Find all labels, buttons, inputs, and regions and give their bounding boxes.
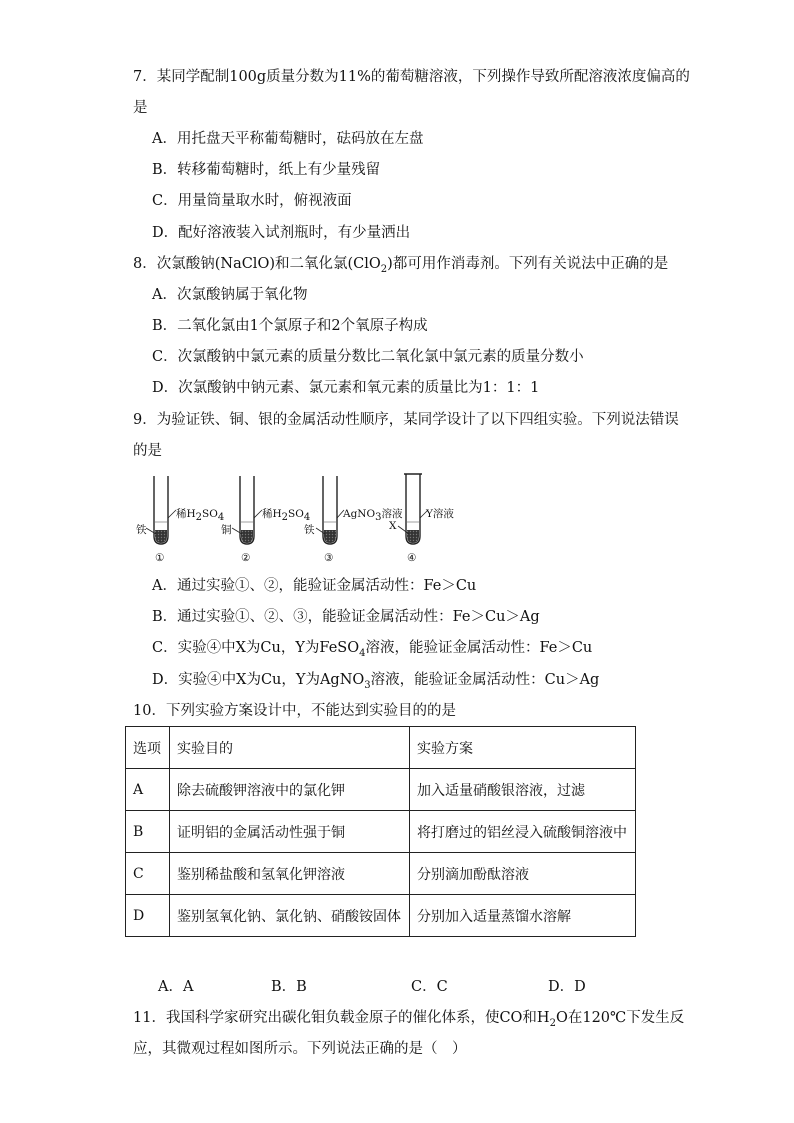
q10-answer-a: A．A: [158, 979, 194, 995]
q9-stem-line2: 的是: [133, 443, 162, 459]
q8-option-c: C．次氯酸钠中氯元素的质量分数比二氧化氯中氯元素的质量分数小: [152, 349, 584, 365]
q7-option-a: A．用托盘天平称葡萄糖时，砝码放在左盘: [152, 131, 424, 147]
q8-stem-part1: 8．次氯酸钠(NaClO)和二氧化氯(ClO: [133, 256, 381, 272]
q7-stem-line2: 是: [133, 100, 148, 116]
q8-option-b: B．二氧化氯由1个氯原子和2个氧原子构成: [152, 318, 428, 334]
q11-stem-line1: 11．我国科学家研究出碳化钼负载金原子的催化体系，使CO和$H_2O$在120℃下发生反: [133, 1010, 685, 1029]
table-header-row: [126, 727, 636, 769]
tube-3-metal-label: 铁: [304, 524, 315, 536]
table-row: [126, 895, 636, 937]
table-row: [126, 769, 636, 811]
table-row: [126, 811, 636, 853]
table-cell: 将打磨过的铝丝浸入硫酸铜溶液中: [410, 811, 636, 853]
q9-option-d: D．实验④中X为Cu，Y为AgNO$_3$溶液，能验证金属活动性：Cu＞Ag: [152, 672, 600, 691]
q8-option-d: D．次氯酸钠中钠元素、氯元素和氧元素的质量比为1：1：1: [152, 380, 540, 396]
q7-option-c: C．用量筒量取水时，俯视液面: [152, 193, 352, 209]
tube-2-reagent-label: 稀$H_2SO_4$: [262, 508, 311, 524]
q10-answer-c: C．C: [411, 979, 448, 995]
q8-option-a: A．次氯酸钠属于氧化物: [152, 287, 308, 303]
tube-1-metal-label: 铁: [136, 524, 147, 536]
table-cell: 鉴别氢氧化钠、氯化钠、硝酸铵固体: [170, 895, 410, 937]
q8-stem-part2: )都可用作消毒剂。下列有关说法中正确的是: [387, 256, 669, 272]
table-row: [126, 853, 636, 895]
table-header-cell: 实验目的: [170, 727, 410, 769]
table-cell: 分别滴加酚酞溶液: [410, 853, 636, 895]
test-tube-1: [146, 476, 176, 544]
q8-stem-subscript: 2: [380, 263, 388, 275]
q7-option-d: D．配好溶液装入试剂瓶时，有少量洒出: [152, 225, 411, 241]
experiment-table: [125, 726, 636, 937]
tube-4-reagent-label: Y溶液: [426, 508, 454, 520]
q11-stem-line2: 应，其微观过程如图所示。下列说法正确的是（ ）: [133, 1041, 467, 1057]
q8-stem: [133, 254, 668, 274]
table-cell: B: [126, 811, 170, 853]
q7-option-b: B．转移葡萄糖时，纸上有少量残留: [152, 162, 381, 178]
tube-4-number: ④: [407, 552, 417, 564]
q10-answer-d: D．D: [548, 979, 586, 995]
q9-stem-line1: 9．为验证铁、铜、银的金属活动性顺序，某同学设计了以下四组实验。下列说法错误: [133, 412, 679, 428]
tube-4-metal-label: X: [389, 520, 397, 532]
tube-1-number: ①: [155, 552, 165, 564]
test-tube-2: [232, 476, 262, 544]
q10-answer-b: B．B: [271, 979, 307, 995]
table-cell: C: [126, 853, 170, 895]
table-cell: 除去硫酸钾溶液中的氯化钾: [170, 769, 410, 811]
q9-option-c: C．实验④中X为Cu，Y为FeSO$_4$溶液，能验证金属活动性：Fe＞Cu: [152, 640, 593, 659]
tube-2-metal-label: 铜: [221, 524, 232, 536]
q7-stem-line1: 7．某同学配制100g质量分数为11%的葡萄糖溶液，下列操作导致所配溶液浓度偏高的: [133, 69, 690, 85]
tube-3-reagent-label: AgNO$_3$溶液: [343, 508, 403, 524]
test-tube-3: [316, 476, 344, 544]
test-tube-4: [398, 474, 428, 544]
tube-2-number: ②: [241, 552, 251, 564]
q9-option-b: B．通过实验①、②、③，能验证金属活动性：Fe＞Cu＞Ag: [152, 609, 540, 625]
table-cell: 证明铝的金属活动性强于铜: [170, 811, 410, 853]
tube-3-number: ③: [324, 552, 334, 564]
table-cell: 分别加入适量蒸馏水溶解: [410, 895, 636, 937]
q9-option-a: A．通过实验①、②，能验证金属活动性：Fe＞Cu: [152, 578, 477, 594]
table-cell: 加入适量硝酸银溶液，过滤: [410, 769, 636, 811]
q10-stem: 10．下列实验方案设计中，不能达到实验目的的是: [133, 703, 456, 719]
table-cell: 鉴别稀盐酸和氢氧化钾溶液: [170, 853, 410, 895]
table-header-cell: 选项: [126, 727, 170, 769]
table-cell: D: [126, 895, 170, 937]
table-header-cell: 实验方案: [410, 727, 636, 769]
table-cell: A: [126, 769, 170, 811]
tube-1-reagent-label: 稀$H_2SO_4$: [176, 508, 225, 524]
